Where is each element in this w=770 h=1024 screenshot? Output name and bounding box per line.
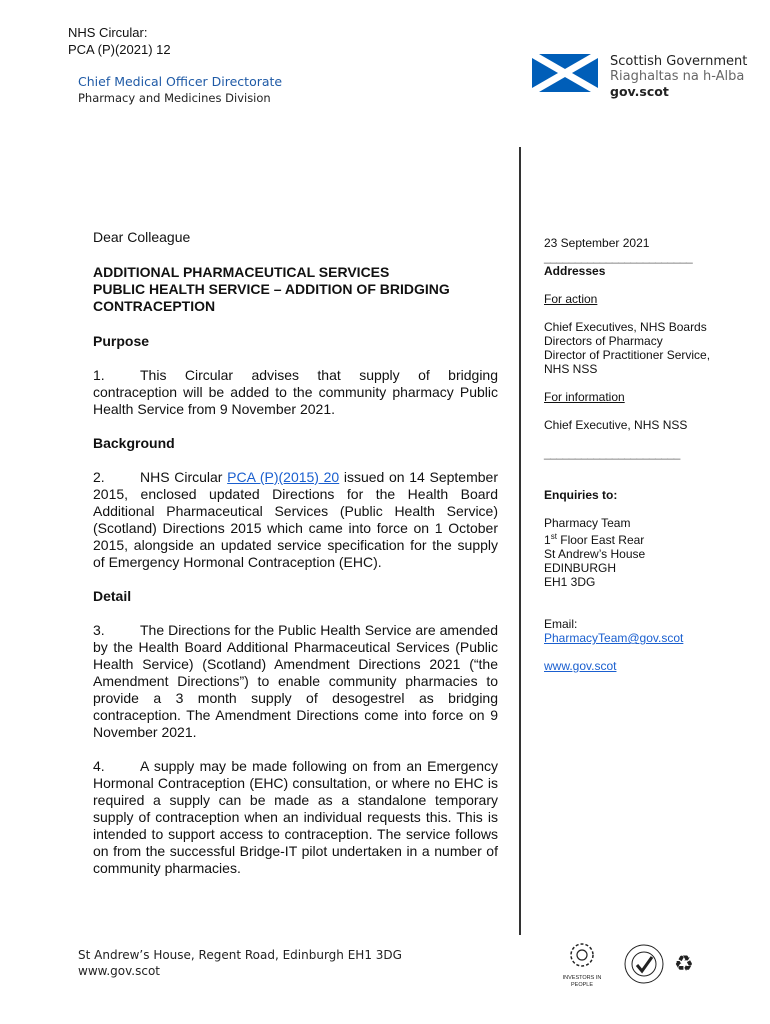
paragraph-number: 3.: [93, 622, 105, 638]
paragraph-number: 1.: [93, 367, 105, 383]
paragraph-3: [93, 622, 498, 741]
section-heading-detail: Detail: [93, 588, 132, 604]
recycle-icon: ♻: [674, 952, 694, 977]
letter-date: 23 September 2021: [544, 236, 650, 250]
logo-line-english: Scottish Government: [610, 54, 748, 69]
enquiry-address-line: EDINBURGH: [544, 561, 617, 575]
saltire-flag-icon: [532, 54, 598, 92]
iip-text: INVESTORS IN PEOPLE: [562, 975, 602, 988]
directorate-name: Chief Medical Officer Directorate: [78, 74, 283, 89]
title-line: PUBLIC HEALTH SERVICE – ADDITION OF BRIDGING: [93, 281, 450, 297]
paragraph-text: issued on 14 September 2015, enclosed updated Directions for the Health Board Additional Pharmaceutical Services (Public Health Service) (Scotland) Directions 2015 which came into force on 1 October 2015, alongside an updated service specification for the supply of Emergency Hormonal Contraception (EHC).: [93, 469, 498, 570]
letter-title: [93, 264, 498, 315]
paragraph-text: A supply may be made following on from an Emergency Hormonal Contraception (EHC) consultation, or where no EHC is required a supply can be made as a standalone temporary supply of contraception when an individual requests this. This is intended to support access to contraception. The service follows on from the successful Bridge-IT pilot undertaken in a number of community pharmacies.: [93, 758, 498, 876]
logo-text: [610, 54, 747, 99]
logo-line-url: gov.scot: [610, 84, 669, 99]
enquiry-address-line: Pharmacy Team: [544, 516, 631, 530]
enquiry-address-line: [544, 530, 744, 547]
page-footer: [78, 947, 402, 979]
accreditation-badges: [552, 942, 702, 988]
floor-text: Floor East Rear: [556, 533, 645, 547]
action-recipient: Chief Executives, NHS Boards: [544, 320, 707, 334]
enquiries-heading: Enquiries to:: [544, 488, 618, 502]
paragraph-text: NHS Circular: [140, 469, 228, 485]
email-label: Email:: [544, 617, 578, 631]
letter-body: [93, 229, 498, 894]
circular-link[interactable]: PCA (P)(2015) 20: [227, 469, 340, 485]
addresses-heading: Addresses: [544, 264, 606, 278]
separator: ______________________: [544, 446, 680, 460]
info-recipient: Chief Executive, NHS NSS: [544, 418, 688, 432]
for-action-label: For action: [544, 292, 598, 306]
separator: ________________________: [544, 250, 693, 264]
greeting: Dear Colleague: [93, 229, 191, 245]
section-heading-background: Background: [93, 435, 175, 451]
action-recipient: Director of Practitioner Service,: [544, 348, 711, 362]
division-name: Pharmacy and Medicines Division: [78, 91, 271, 105]
logo-line-gaelic: Riaghaltas na h-Alba: [610, 69, 745, 84]
paragraph-number: 4.: [93, 758, 105, 774]
paragraph-2: [93, 469, 498, 571]
section-heading-purpose: Purpose: [93, 333, 150, 349]
sidebar: [544, 236, 744, 673]
circular-reference: [68, 24, 171, 58]
column-divider: [519, 147, 521, 935]
action-recipient: NHS NSS: [544, 362, 598, 376]
for-information-label: For information: [544, 390, 625, 404]
floor-number: 1: [544, 533, 551, 547]
enquiry-address-line: St Andrew’s House: [544, 547, 646, 561]
paragraph-number: 2.: [93, 469, 105, 485]
investors-in-people-icon: [552, 942, 612, 989]
positive-about-disabled-people-icon: [622, 942, 666, 991]
action-recipient: Directors of Pharmacy: [544, 334, 663, 348]
paragraph-1: [93, 367, 498, 418]
paragraph-text: This Circular advises that supply of bridging contraception will be added to the community pharmacy Public Health Service from 9 November 2021.: [93, 367, 498, 417]
floor-suffix: st: [550, 532, 557, 541]
website-link[interactable]: www.gov.scot: [544, 659, 617, 673]
title-line: ADDITIONAL PHARMACEUTICAL SERVICES: [93, 264, 390, 280]
paragraph-4: [93, 758, 498, 877]
scottish-government-logo: [532, 52, 752, 99]
enquiry-address-line: EH1 3DG: [544, 575, 596, 589]
circular-label: NHS Circular:: [68, 25, 148, 40]
email-link[interactable]: PharmacyTeam@gov.scot: [544, 631, 684, 645]
circular-number: PCA (P)(2021) 12: [68, 42, 171, 57]
footer-website: www.gov.scot: [78, 964, 160, 978]
paragraph-text: The Directions for the Public Health Service are amended by the Health Board Additional Pharmaceutical Services (Public Health Service) (Scotland) Amendment Directions 2021 (“the Amendment Directions”) to enable community pharmacies to provide a 3 month supply of desogestrel as bridging contraception. The Amendment Directions come into force on 9 November 2021.: [93, 622, 498, 740]
title-line: CONTRACEPTION: [93, 298, 216, 314]
footer-address: St Andrew’s House, Regent Road, Edinburgh EH1 3DG: [78, 948, 402, 962]
